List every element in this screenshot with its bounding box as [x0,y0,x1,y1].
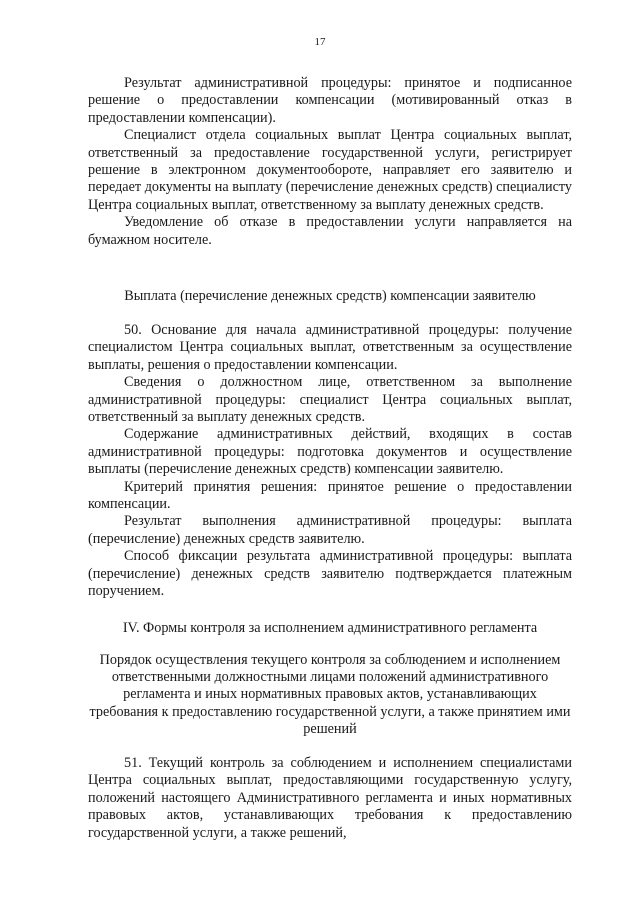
paragraph-specialist-registers: Специалист отдела социальных выплат Центра социальных выплат, ответственный за предоставление государственной услуги, регистрирует решение в электронном документообороте, направляет его заявителю и передает документы на выплату (перечисление денежных средств) специалисту Центра социальных выплат, ответственному за выплату денежных средств. [88,127,572,213]
paragraph-decision-criterion: Критерий принятия решения: принятое решение о предоставлении компенсации. [88,478,572,513]
payment-procedure-block [88,322,572,601]
paragraph-official-info: Сведения о должностном лице, ответственном за выполнение административной процедуры: специалист Центра социальных выплат, ответственный за выплату денежных средств. [88,374,572,426]
heading-payment: Выплата (перечисление денежных средств) компенсации заявителю [124,288,536,304]
paragraph-actions-content: Содержание административных действий, входящих в состав административной процедуры: подготовка документов и осуществление выплаты (перечисление денежных средств) компенсации заявителю. [88,426,572,478]
paragraph-50-basis: 50. Основание для начала административной процедуры: получение специалистом Центра социальных выплат, ответственным за осуществление выплаты, решения о предоставлении компенсации. [88,322,572,373]
result-procedure-block [88,75,572,249]
subheading-current-control: Порядок осуществления текущего контроля за соблюдением и исполнением ответственными должностными лицами положений административного регламента и иных нормативных правовых актов, устанавливающих требования к предоставлению государственной услуги, а также принятием ими решений [89,652,571,737]
paragraph-51-current-control: 51. Текущий контроль за соблюдением и исполнением специалистами Центра социальных выплат, предоставляющими государственную услугу, положений настоящего Административного регламента и иных нормативных правовых актов, устанавливающих требования к предоставлению государственной услуги, а также решений, [88,755,572,841]
paragraph-refusal-notice: Уведомление об отказе в предоставлении услуги направляется на бумажном носителе. [88,214,572,248]
paragraph-result-decision: Результат административной процедуры: принятое и подписанное решение о предоставлении компенсации (мотивированный отказ в предоставлении компенсации). [88,75,572,126]
control-procedure-block [88,755,572,842]
paragraph-execution-result: Результат выполнения административной процедуры: выплата (перечисление) денежных средств заявителю. [88,513,572,547]
paragraph-fixation-method: Способ фиксации результата административной процедуры: выплата (перечисление) денежных средств заявителю подтверждается платежным поручением. [88,548,572,600]
page-number: 17 [314,36,326,48]
heading-section-iv: IV. Формы контроля за исполнением административного регламента [122,620,538,636]
